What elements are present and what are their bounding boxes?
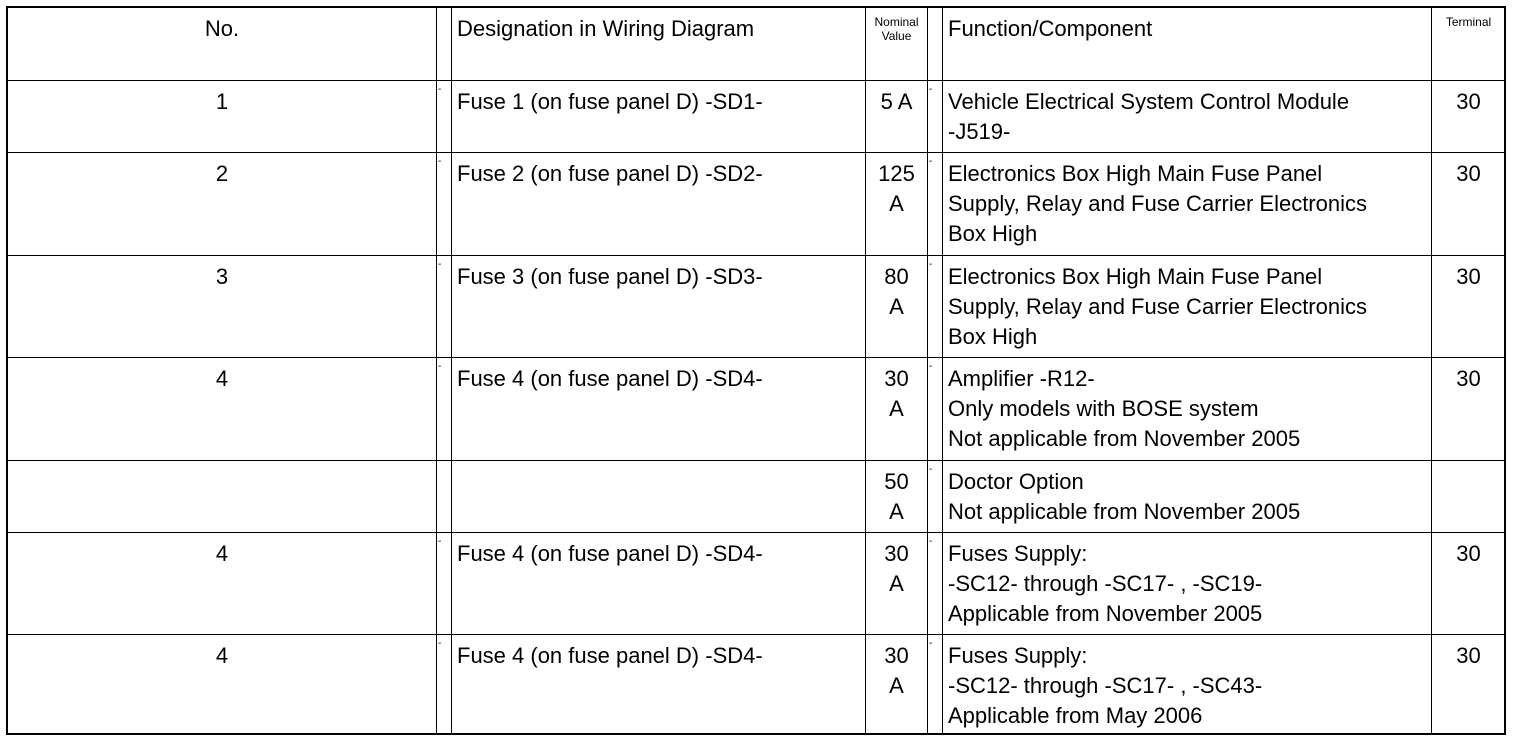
row-number: 4 (8, 358, 437, 461)
row-designation: Fuse 3 (on fuse panel D) -SD3- (452, 256, 866, 358)
gap-mark: - (929, 259, 933, 270)
row-nominal-value (866, 81, 928, 153)
function-line: Supply, Relay and Fuse Carrier Electronics (948, 294, 1367, 319)
table-row (8, 358, 1506, 461)
function-line: Electronics Box High Main Fuse Panel (948, 161, 1323, 186)
row-designation: Fuse 4 (on fuse panel D) -SD4- (452, 635, 866, 736)
header-nominal-value (866, 8, 928, 81)
nominal-value-line: A (889, 571, 904, 596)
fuse-table-frame (6, 6, 1506, 735)
row-designation: Fuse 1 (on fuse panel D) -SD1- (452, 81, 866, 153)
row-number: 2 (8, 153, 437, 256)
gap-mark: - (929, 464, 933, 475)
row-gap-mark-cell (437, 81, 452, 153)
row-terminal (1432, 461, 1506, 533)
row-function (943, 461, 1432, 533)
row-number: 4 (8, 533, 437, 635)
function-line: Not applicable from November 2005 (948, 499, 1301, 524)
function-line: Applicable from May 2006 (948, 703, 1203, 728)
header-nominal-value-line1: Nominal (874, 15, 919, 29)
header-function: Function/Component (943, 8, 1432, 81)
function-line: -SC12- through -SC17- , -SC43- (948, 673, 1263, 698)
header-gap-1 (437, 8, 452, 81)
nominal-value-line: A (889, 673, 904, 698)
header-gap-2 (928, 8, 943, 81)
function-line: Only models with BOSE system (948, 396, 1259, 421)
nominal-value-line: 30 (884, 366, 909, 391)
nominal-value-line: 80 (884, 264, 909, 289)
nominal-value-line: A (889, 396, 904, 421)
row-terminal: 30 (1432, 81, 1506, 153)
row-nominal-value (866, 461, 928, 533)
table-row (8, 461, 1506, 533)
gap-mark: - (438, 259, 442, 270)
row-gap-mark-cell (928, 461, 943, 533)
function-line: Fuses Supply: (948, 541, 1088, 566)
row-terminal: 30 (1432, 358, 1506, 461)
row-gap-mark-cell (928, 153, 943, 256)
row-number: 4 (8, 635, 437, 736)
nominal-value-line: A (889, 294, 904, 319)
row-gap-mark-cell (928, 81, 943, 153)
row-gap-mark-cell (437, 358, 452, 461)
function-line: Vehicle Electrical System Control Module (948, 89, 1350, 114)
row-function (943, 533, 1432, 635)
row-terminal: 30 (1432, 256, 1506, 358)
row-designation: Fuse 4 (on fuse panel D) -SD4- (452, 358, 866, 461)
table-row (8, 533, 1506, 635)
function-line: Box High (948, 221, 1038, 246)
function-line: Amplifier -R12- (948, 366, 1095, 391)
row-terminal: 30 (1432, 153, 1506, 256)
row-gap-mark-cell (928, 533, 943, 635)
function-line: Applicable from November 2005 (948, 601, 1263, 626)
row-designation: Fuse 2 (on fuse panel D) -SD2- (452, 153, 866, 256)
nominal-value-line: 30 (884, 541, 909, 566)
header-terminal: Terminal (1432, 8, 1506, 81)
row-number: 1 (8, 81, 437, 153)
row-terminal: 30 (1432, 533, 1506, 635)
header-no: No. (8, 8, 437, 81)
row-terminal: 30 (1432, 635, 1506, 736)
row-gap-mark-cell (928, 256, 943, 358)
function-line: Doctor Option (948, 469, 1084, 494)
row-gap-mark-cell (437, 153, 452, 256)
row-function (943, 256, 1432, 358)
table-row (8, 81, 1506, 153)
function-line: -J519- (948, 119, 1011, 144)
row-number (8, 461, 437, 533)
gap-mark: - (929, 156, 933, 167)
gap-mark: - (438, 638, 442, 649)
function-line: Supply, Relay and Fuse Carrier Electronics (948, 191, 1367, 216)
fuse-table (7, 7, 1506, 735)
row-nominal-value (866, 533, 928, 635)
table-row (8, 256, 1506, 358)
gap-mark: - (929, 638, 933, 649)
gap-mark: - (438, 84, 442, 95)
function-line: Box High (948, 324, 1038, 349)
row-function (943, 81, 1432, 153)
gap-mark: - (929, 536, 933, 547)
row-function (943, 153, 1432, 256)
row-nominal-value (866, 635, 928, 736)
gap-mark: - (929, 361, 933, 372)
row-gap-mark-cell (437, 256, 452, 358)
row-function (943, 635, 1432, 736)
nominal-value-line: A (889, 191, 904, 216)
header-row (8, 8, 1506, 81)
row-gap-mark-cell (437, 461, 452, 533)
gap-mark: - (438, 536, 442, 547)
row-designation (452, 461, 866, 533)
nominal-value-line: 125 (878, 161, 915, 186)
row-nominal-value (866, 358, 928, 461)
row-gap-mark-cell (437, 533, 452, 635)
header-nominal-value-line2: Value (881, 29, 912, 43)
gap-mark: - (438, 361, 442, 372)
function-line: Fuses Supply: (948, 643, 1088, 668)
row-gap-mark-cell (437, 635, 452, 736)
function-line: Electronics Box High Main Fuse Panel (948, 264, 1323, 289)
nominal-value-line: A (889, 499, 904, 524)
row-nominal-value (866, 256, 928, 358)
table-row (8, 635, 1506, 736)
row-gap-mark-cell (928, 358, 943, 461)
gap-mark: - (929, 84, 933, 95)
function-line: Not applicable from November 2005 (948, 426, 1301, 451)
table-row (8, 153, 1506, 256)
nominal-value-line: 5 A (880, 89, 913, 114)
function-line: -SC12- through -SC17- , -SC19- (948, 571, 1263, 596)
nominal-value-line: 50 (884, 469, 909, 494)
row-number: 3 (8, 256, 437, 358)
nominal-value-line: 30 (884, 643, 909, 668)
row-designation: Fuse 4 (on fuse panel D) -SD4- (452, 533, 866, 635)
gap-mark: - (438, 156, 442, 167)
row-nominal-value (866, 153, 928, 256)
row-function (943, 358, 1432, 461)
header-designation: Designation in Wiring Diagram (452, 8, 866, 81)
row-gap-mark-cell (928, 635, 943, 736)
